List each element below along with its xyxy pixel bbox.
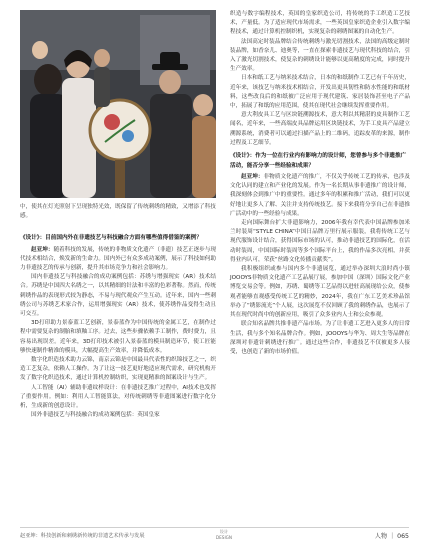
body-paragraph: 我积极组织或参与国内多个非遗展览，通过举办深圳大浪时尚小镇JOOOYS非物质文化遗产工艺品展厅展，参加中国（深圳）国际文化产业博览交易会等。例如，苏绣、蜀绣等工艺品得以进驻高展现给公众，使参观者能够直观感受传统工艺的精妙，2024年，我在广东工艺美术珍品馆举办了“绣影流光”个人展，这次展览不仅回顾了我的刺绣作品，也展示了其在现代时尚中的创新应用，吸引了众多业内人士和公众参观。 <box>230 266 410 319</box>
photo-caption: 中，使其在灯光照射下呈现独特光效，既保留了传统刺绣的精致，又增添了科技感。 <box>20 204 216 219</box>
speaker-label: 赵亚坤： <box>241 174 264 181</box>
body-paragraph: 法国高定时装品牌结合传统刺绣与激光切割技术，法国的高级定制时装品牌，如香奈儿、迪奥等，一直在探索非遗技艺与现代科技的结合，引入了激光切割技术，使复杂的刺绣设计能够以更高精度的完成，同时提升生产效率。 <box>230 38 410 73</box>
body-paragraph: 意大利皮具工艺与区块链溯源技术，意大利以其精湛的皮具制作工艺闻名，近年来，一些高端皮具品牌运用区块链技术，为手工皮具产品建立溯源系统，消费者可以通过扫描产品上的二维码，追踪皮革的来源，制作过程及工艺细节。 <box>230 112 410 146</box>
body-paragraph: 人工智能（AI）辅助非遗纹样设计：在非遗技艺推广过程中，AI技术也发挥了重要作用。例如：利用人工智能算法，对传统刺绣等非遗图案进行数字化分析，生成新的创意设计。 <box>20 384 216 409</box>
page-footer <box>20 527 409 542</box>
right-column <box>230 10 410 357</box>
body-paragraph: 走向国际舞台扩大非遗影响力，2006年我有幸代表中国品牌参加米兰时装周“STYLE CHINA”中国日品牌万里行展示服装，我将传统工艺与现代服饰设计结合，获得国际市场的认可，推动非遗技艺的国际化，在活动时装周，中国国际时装周等多个国际平台上，我的作品多次亮相，并获得业内认可，荣获“丝路文化传播贡献奖”。 <box>230 220 410 263</box>
footer-magazine-logo: 设计 DESIGN <box>215 529 233 540</box>
question-1-label: 《设计》： <box>20 235 46 241</box>
body-paragraph: 数字化织造技术助力云锦，南京云锦是中国最具代表性的织锦技艺之一，织造工艺复杂，依赖人工操作。为了让这一技艺更好地适应现代需求，研究机构开发了数字化织造技术，通过计算机控制纺织，实现更精准的图案设计与生产。 <box>20 356 216 382</box>
question-2 <box>230 152 410 171</box>
body-paragraph: 3D打印助力景泰蓝工艺创新，景泰蓝作为中国传统的金属工艺，在制作过程中需要复杂的制胎和填釉工序。过去，这些步骤依赖手工制作，费时费力，且容易出现误差。近年来，3D打印技术被引入景泰蓝的模具制造环节，使工匠能够快速制作精准的模具，大幅提高生产效率，并降低成本。 <box>20 320 216 354</box>
body-paragraph: 国内非遗技艺与科技融合的成功案例包括：苏绣与增强现实（AR）技术结合。苏绣是中国四大名绣之一，以其精细的针法和丰富的色彩著称。然而，传统刺绣作品的表现形式较为静态，不易与现代观众产生互动。近年来，国内一些刺绣公司与苏绣艺术家合作，运用增强现实（AR）技术，使苏绣作品变得生动且可交互。 <box>20 274 216 317</box>
event-photo <box>20 10 216 198</box>
question-2-label: 《设计》： <box>230 153 256 160</box>
question-1-text: 目前国内外在非遗技艺与科技融合方面有哪些值得借鉴的案例？ <box>45 235 202 241</box>
event-photo-illustration <box>20 10 216 198</box>
body-paragraph: 日本和纸工艺与纳米技术结合，日本的和纸制作工艺已有千年历史，近年来，该技艺与纳米技术相结合，开发出更具韧性和防水性能的和纸材料，这些改良后的和纸被广泛应用于现代建筑、家居装饰甚至电子产品中，拓展了和纸的应用范围，使其在现代社会继续发挥重要作用。 <box>230 75 410 110</box>
answer-1-paragraph: 赵亚坤：随着科技的发展，传统的非物质文化遗产（非遗）技艺正逐步与现代技术相结合，焕发新的生命力。国内外已有众多成功案例，展示了科技如何助力非遗技艺的传承与创新，提升其市场竞争力和社会影响力。 <box>20 246 216 271</box>
footer-page-number: 人物 ｜ 065 <box>374 533 409 540</box>
body-paragraph: 织造与数字编程技术，英国的皇家织造公司，将传统的手工织造工艺技术，产量低。为了适应现代市场需求，一些英国皇家织造企业引入数字编程技术，通过计算机控制织机，实现复杂的刺绣图案的自动化生产。 <box>230 11 410 36</box>
question-1 <box>20 234 216 244</box>
question-2-text: 作为一位在行业内有影响力的设计师，您曾参与多个非遗推广活动，能否分享一些经验和成果？ <box>230 153 407 169</box>
body-paragraph: 联合知名品牌共推非遗产品市场。为了让非遗工艺进入更多人的日常生活，我与多个知名品牌合作。例如，JOOOYS与华为、周大生等品牌在深圳对非遗针刺绣进行推广。通过这些合作，非遗技艺不仅被更多人接受，也创造了新的市场价值。 <box>230 321 410 355</box>
answer-2-paragraph: 赵亚坤：非物质文化遗产的推广，不仅关乎传统工艺的传承，也涉及文化认同的建立和产业化的发展。作为一名长期从事非遗推广的设计师，我深刻体会到推广中的重要性。通过多年的积累和推广活动，我们可以更好地让更多人了解、关注并支持传统技艺。接下来我将分享自己在非遗推广活动中的一些经验与成果。 <box>230 174 410 217</box>
footer-article-title: 赵亚坤：科技创新和刺绣新传统的非遗艺术传承与发展 <box>20 533 145 539</box>
speaker-label: 赵亚坤： <box>31 246 54 253</box>
body-paragraph: 国外非遗技艺与科技融合的成功案例包括：英国皇家 <box>31 412 160 419</box>
left-column <box>20 230 216 420</box>
